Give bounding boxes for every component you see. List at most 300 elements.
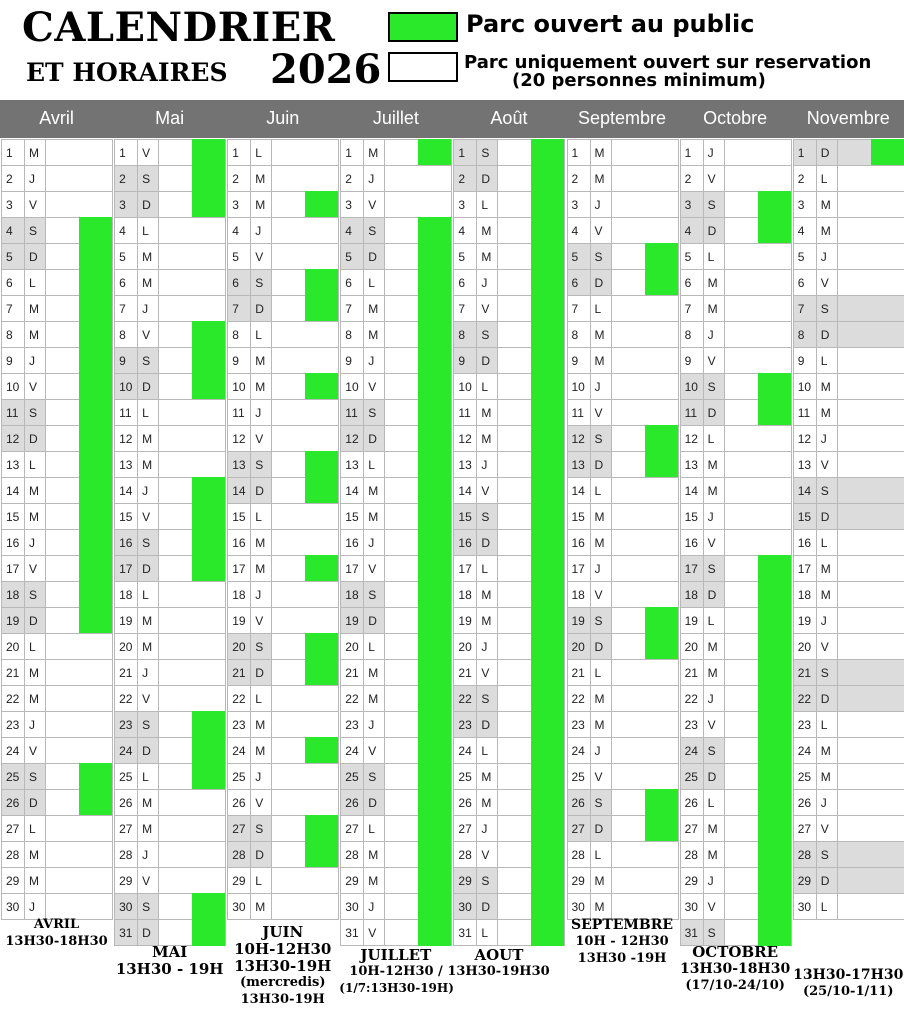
open-day-marker — [192, 165, 225, 192]
day-slot — [158, 815, 226, 842]
open-day-marker — [192, 139, 225, 166]
day-number: 3 — [114, 191, 138, 218]
weekday-letter: L — [24, 269, 46, 296]
day-number: 2 — [340, 165, 364, 192]
day-number: 31 — [114, 919, 138, 946]
weekday-letter: D — [476, 711, 498, 738]
day-number: 20 — [227, 633, 251, 660]
day-slot — [611, 399, 679, 426]
day-number: 5 — [567, 243, 591, 270]
day-number: 7 — [567, 295, 591, 322]
weekday-letter: L — [703, 425, 725, 452]
day-slot — [384, 165, 452, 192]
weekday-letter: D — [816, 867, 838, 894]
weekday-letter: V — [703, 347, 725, 374]
day-number: 22 — [567, 685, 591, 712]
weekday-letter: V — [24, 737, 46, 764]
weekday-letter: S — [703, 191, 725, 218]
month-hours-label: 13H30-18H30 — [5, 934, 108, 949]
weekday-letter: J — [816, 789, 838, 816]
day-number: 15 — [227, 503, 251, 530]
day-number: 4 — [227, 217, 251, 244]
day-number: 29 — [453, 867, 477, 894]
day-number: 11 — [114, 399, 138, 426]
day-number: 1 — [114, 139, 138, 166]
weekday-letter: M — [590, 503, 612, 530]
day-number: 24 — [1, 737, 25, 764]
weekday-letter: M — [137, 243, 159, 270]
weekday-letter: D — [363, 425, 385, 452]
day-slot — [611, 893, 679, 920]
day-slot — [158, 633, 226, 660]
day-number: 17 — [793, 555, 817, 582]
weekday-letter: S — [363, 217, 385, 244]
day-number: 19 — [793, 607, 817, 634]
day-number: 26 — [453, 789, 477, 816]
weekday-letter: V — [137, 867, 159, 894]
weekday-letter: D — [590, 269, 612, 296]
weekday-letter: M — [703, 477, 725, 504]
open-day-marker — [645, 451, 678, 478]
open-day-marker — [305, 477, 338, 504]
day-slot — [158, 581, 226, 608]
weekday-letter: V — [137, 321, 159, 348]
weekday-letter: D — [476, 347, 498, 374]
weekday-letter: V — [250, 243, 272, 270]
day-slot — [837, 555, 904, 582]
day-slot — [611, 165, 679, 192]
weekday-letter: L — [24, 451, 46, 478]
day-slot — [271, 347, 339, 374]
open-day-marker — [79, 373, 112, 400]
day-number: 21 — [453, 659, 477, 686]
day-slot — [837, 763, 904, 790]
day-number: 22 — [114, 685, 138, 712]
weekday-letter: M — [363, 295, 385, 322]
day-slot — [837, 581, 904, 608]
day-number: 6 — [340, 269, 364, 296]
weekday-letter: M — [590, 867, 612, 894]
day-number: 22 — [227, 685, 251, 712]
open-day-marker — [192, 321, 225, 348]
day-slot — [271, 139, 339, 166]
open-day-marker — [758, 737, 791, 764]
weekday-letter: M — [703, 659, 725, 686]
weekday-letter: M — [363, 477, 385, 504]
day-number: 19 — [680, 607, 704, 634]
day-number: 15 — [793, 503, 817, 530]
weekday-letter: V — [476, 295, 498, 322]
day-number: 25 — [680, 763, 704, 790]
weekday-letter: J — [137, 477, 159, 504]
day-number: 29 — [680, 867, 704, 894]
open-day-marker — [79, 295, 112, 322]
weekday-letter: M — [250, 893, 272, 920]
weekday-letter: D — [250, 841, 272, 868]
open-day-marker — [418, 685, 451, 712]
day-number: 12 — [114, 425, 138, 452]
weekday-letter: S — [24, 581, 46, 608]
weekday-letter: S — [363, 399, 385, 426]
weekday-letter: D — [703, 399, 725, 426]
open-day-marker — [418, 711, 451, 738]
weekday-letter: J — [590, 737, 612, 764]
open-day-marker — [418, 789, 451, 816]
open-day-marker — [531, 139, 564, 166]
weekday-letter: V — [816, 451, 838, 478]
day-number: 14 — [340, 477, 364, 504]
open-day-marker — [531, 685, 564, 712]
day-number: 12 — [340, 425, 364, 452]
weekday-letter: V — [137, 503, 159, 530]
weekday-letter: V — [590, 581, 612, 608]
weekday-letter: L — [137, 399, 159, 426]
open-day-marker — [531, 763, 564, 790]
day-slot — [271, 789, 339, 816]
weekday-letter: V — [363, 737, 385, 764]
open-day-marker — [305, 815, 338, 842]
weekday-letter: M — [24, 503, 46, 530]
open-day-marker — [531, 711, 564, 738]
day-number: 17 — [227, 555, 251, 582]
open-day-marker — [305, 841, 338, 868]
open-day-marker — [645, 607, 678, 634]
day-slot — [837, 191, 904, 218]
open-day-marker — [418, 477, 451, 504]
weekday-letter: V — [476, 477, 498, 504]
weekday-letter: L — [590, 477, 612, 504]
open-day-marker — [418, 399, 451, 426]
day-number: 21 — [1, 659, 25, 686]
day-slot — [611, 373, 679, 400]
day-number: 10 — [227, 373, 251, 400]
weekday-letter: D — [816, 321, 838, 348]
open-day-marker — [305, 295, 338, 322]
day-number: 24 — [340, 737, 364, 764]
day-slot — [611, 841, 679, 868]
day-slot — [158, 451, 226, 478]
weekday-letter: D — [250, 295, 272, 322]
open-day-marker — [758, 711, 791, 738]
weekday-letter: M — [137, 269, 159, 296]
day-number: 8 — [1, 321, 25, 348]
weekday-letter: S — [703, 555, 725, 582]
open-day-marker — [531, 347, 564, 374]
day-number: 30 — [793, 893, 817, 920]
weekday-letter: L — [476, 191, 498, 218]
weekday-letter: L — [24, 633, 46, 660]
day-number: 16 — [227, 529, 251, 556]
day-slot — [611, 347, 679, 374]
day-slot — [724, 269, 792, 296]
day-slot — [158, 685, 226, 712]
day-slot — [724, 243, 792, 270]
day-number: 3 — [340, 191, 364, 218]
day-slot — [611, 529, 679, 556]
day-number: 20 — [567, 633, 591, 660]
month-hours-label: 10H-12H30 / 13H30-19H30 — [349, 964, 550, 979]
day-number: 31 — [680, 919, 704, 946]
weekday-letter: D — [703, 217, 725, 244]
day-slot — [724, 347, 792, 374]
open-day-marker — [418, 217, 451, 244]
month-hours-label: AOUT — [474, 946, 524, 964]
open-day-marker — [418, 607, 451, 634]
day-number: 7 — [227, 295, 251, 322]
day-slot — [611, 191, 679, 218]
weekday-letter: M — [816, 217, 838, 244]
weekday-letter: J — [137, 295, 159, 322]
open-day-marker — [758, 607, 791, 634]
open-day-marker — [192, 503, 225, 530]
open-day-marker — [418, 503, 451, 530]
day-number: 28 — [567, 841, 591, 868]
day-number: 29 — [793, 867, 817, 894]
open-day-marker — [418, 841, 451, 868]
day-number: 7 — [793, 295, 817, 322]
open-day-marker — [531, 867, 564, 894]
day-slot — [837, 867, 904, 894]
weekday-letter: D — [816, 685, 838, 712]
day-number: 15 — [567, 503, 591, 530]
day-slot — [724, 165, 792, 192]
weekday-letter: D — [24, 607, 46, 634]
weekday-letter: S — [250, 451, 272, 478]
open-day-marker — [531, 191, 564, 218]
day-number: 26 — [680, 789, 704, 816]
weekday-letter: J — [363, 529, 385, 556]
day-number: 15 — [680, 503, 704, 530]
weekday-letter: S — [137, 165, 159, 192]
open-day-marker — [531, 555, 564, 582]
day-number: 8 — [680, 321, 704, 348]
day-number: 19 — [227, 607, 251, 634]
open-day-marker — [645, 633, 678, 660]
open-day-marker — [192, 919, 225, 946]
open-day-marker — [645, 789, 678, 816]
day-number: 9 — [1, 347, 25, 374]
open-day-marker — [531, 451, 564, 478]
weekday-letter: M — [24, 867, 46, 894]
open-day-marker — [531, 659, 564, 686]
day-number: 9 — [227, 347, 251, 374]
day-slot — [611, 295, 679, 322]
weekday-letter: D — [476, 165, 498, 192]
weekday-letter: J — [24, 893, 46, 920]
weekday-letter: M — [250, 737, 272, 764]
day-slot — [271, 217, 339, 244]
weekday-letter: S — [250, 269, 272, 296]
month-hours-label: SEPTEMBRE — [571, 917, 674, 933]
weekday-letter: V — [476, 659, 498, 686]
day-number: 20 — [680, 633, 704, 660]
day-number: 31 — [340, 919, 364, 946]
open-day-marker — [531, 165, 564, 192]
weekday-letter: M — [476, 581, 498, 608]
day-number: 21 — [340, 659, 364, 686]
open-day-marker — [418, 893, 451, 920]
month-hours-label: (25/10-1/11) — [802, 984, 894, 999]
day-number: 4 — [453, 217, 477, 244]
day-number: 28 — [680, 841, 704, 868]
day-number: 5 — [793, 243, 817, 270]
open-day-marker — [531, 581, 564, 608]
open-day-marker — [192, 555, 225, 582]
day-number: 25 — [1, 763, 25, 790]
open-day-marker — [192, 347, 225, 374]
day-number: 15 — [1, 503, 25, 530]
weekday-letter: M — [250, 555, 272, 582]
day-number: 7 — [114, 295, 138, 322]
day-number: 30 — [114, 893, 138, 920]
day-number: 18 — [453, 581, 477, 608]
day-number: 2 — [227, 165, 251, 192]
open-day-marker — [531, 633, 564, 660]
day-number: 6 — [567, 269, 591, 296]
day-number: 26 — [340, 789, 364, 816]
day-number: 27 — [114, 815, 138, 842]
day-number: 29 — [227, 867, 251, 894]
weekday-letter: M — [250, 711, 272, 738]
day-slot — [724, 321, 792, 348]
weekday-letter: S — [363, 763, 385, 790]
weekday-letter: L — [816, 347, 838, 374]
day-slot — [837, 711, 904, 738]
weekday-letter: M — [476, 399, 498, 426]
open-day-marker — [79, 789, 112, 816]
day-number: 14 — [453, 477, 477, 504]
legend-open-label: Parc ouvert au public — [466, 10, 755, 38]
day-number: 13 — [680, 451, 704, 478]
day-slot — [45, 737, 113, 764]
open-day-marker — [192, 893, 225, 920]
day-number: 9 — [340, 347, 364, 374]
open-day-marker — [758, 191, 791, 218]
weekday-letter: M — [590, 321, 612, 348]
open-day-marker — [192, 191, 225, 218]
day-number: 25 — [227, 763, 251, 790]
day-number: 21 — [680, 659, 704, 686]
day-number: 1 — [453, 139, 477, 166]
day-number: 27 — [340, 815, 364, 842]
weekday-letter: V — [250, 425, 272, 452]
weekday-letter: M — [250, 191, 272, 218]
day-slot — [158, 425, 226, 452]
month-hours-label: JUIN — [262, 923, 304, 941]
legend-reservation-note: (20 personnes minimum) — [512, 70, 766, 91]
weekday-letter: L — [476, 737, 498, 764]
weekday-letter: M — [816, 737, 838, 764]
day-slot — [724, 529, 792, 556]
weekday-letter: M — [137, 789, 159, 816]
weekday-letter: L — [703, 607, 725, 634]
open-day-marker — [531, 477, 564, 504]
open-day-marker — [418, 815, 451, 842]
open-day-marker — [531, 269, 564, 296]
day-number: 23 — [680, 711, 704, 738]
open-day-marker — [418, 581, 451, 608]
day-number: 4 — [793, 217, 817, 244]
day-number: 11 — [227, 399, 251, 426]
open-day-marker — [192, 711, 225, 738]
weekday-letter: V — [137, 139, 159, 166]
day-number: 17 — [340, 555, 364, 582]
weekday-letter: J — [476, 451, 498, 478]
weekday-letter: D — [24, 789, 46, 816]
day-number: 26 — [114, 789, 138, 816]
weekday-letter: D — [24, 425, 46, 452]
weekday-letter: D — [137, 191, 159, 218]
day-number: 25 — [793, 763, 817, 790]
open-day-marker — [758, 399, 791, 426]
weekday-letter: L — [476, 555, 498, 582]
day-number: 25 — [453, 763, 477, 790]
day-number: 11 — [453, 399, 477, 426]
weekday-letter: L — [137, 217, 159, 244]
weekday-letter: V — [703, 529, 725, 556]
day-slot — [611, 217, 679, 244]
open-day-marker — [758, 789, 791, 816]
day-number: 26 — [227, 789, 251, 816]
day-number: 24 — [567, 737, 591, 764]
day-number: 19 — [453, 607, 477, 634]
day-number: 11 — [567, 399, 591, 426]
weekday-letter: M — [476, 217, 498, 244]
day-number: 8 — [114, 321, 138, 348]
day-number: 12 — [1, 425, 25, 452]
weekday-letter: V — [816, 269, 838, 296]
day-number: 19 — [340, 607, 364, 634]
weekday-letter: J — [250, 217, 272, 244]
day-number: 26 — [793, 789, 817, 816]
weekday-letter: V — [703, 165, 725, 192]
open-day-marker — [305, 373, 338, 400]
day-number: 16 — [114, 529, 138, 556]
day-slot — [45, 165, 113, 192]
open-day-marker — [305, 633, 338, 660]
day-number: 27 — [680, 815, 704, 842]
weekday-letter: V — [250, 607, 272, 634]
weekday-letter: J — [476, 633, 498, 660]
weekday-letter: M — [137, 633, 159, 660]
day-number: 2 — [680, 165, 704, 192]
weekday-letter: M — [250, 165, 272, 192]
open-day-marker — [192, 477, 225, 504]
day-slot — [271, 711, 339, 738]
open-day-marker — [79, 321, 112, 348]
weekday-letter: M — [703, 295, 725, 322]
open-day-marker — [418, 529, 451, 556]
weekday-letter: S — [476, 503, 498, 530]
open-day-marker — [418, 867, 451, 894]
weekday-letter: V — [590, 763, 612, 790]
weekday-letter: L — [476, 919, 498, 946]
day-number: 11 — [793, 399, 817, 426]
weekday-letter: M — [363, 321, 385, 348]
open-day-marker — [645, 815, 678, 842]
weekday-letter: L — [590, 841, 612, 868]
weekday-letter: S — [590, 607, 612, 634]
weekday-letter: M — [363, 659, 385, 686]
weekday-letter: M — [590, 165, 612, 192]
day-number: 10 — [567, 373, 591, 400]
day-slot — [724, 295, 792, 322]
month-hours-label: (17/10-24/10) — [685, 978, 785, 993]
weekday-letter: S — [24, 399, 46, 426]
weekday-letter: L — [816, 711, 838, 738]
weekday-letter: M — [703, 633, 725, 660]
day-number: 28 — [453, 841, 477, 868]
